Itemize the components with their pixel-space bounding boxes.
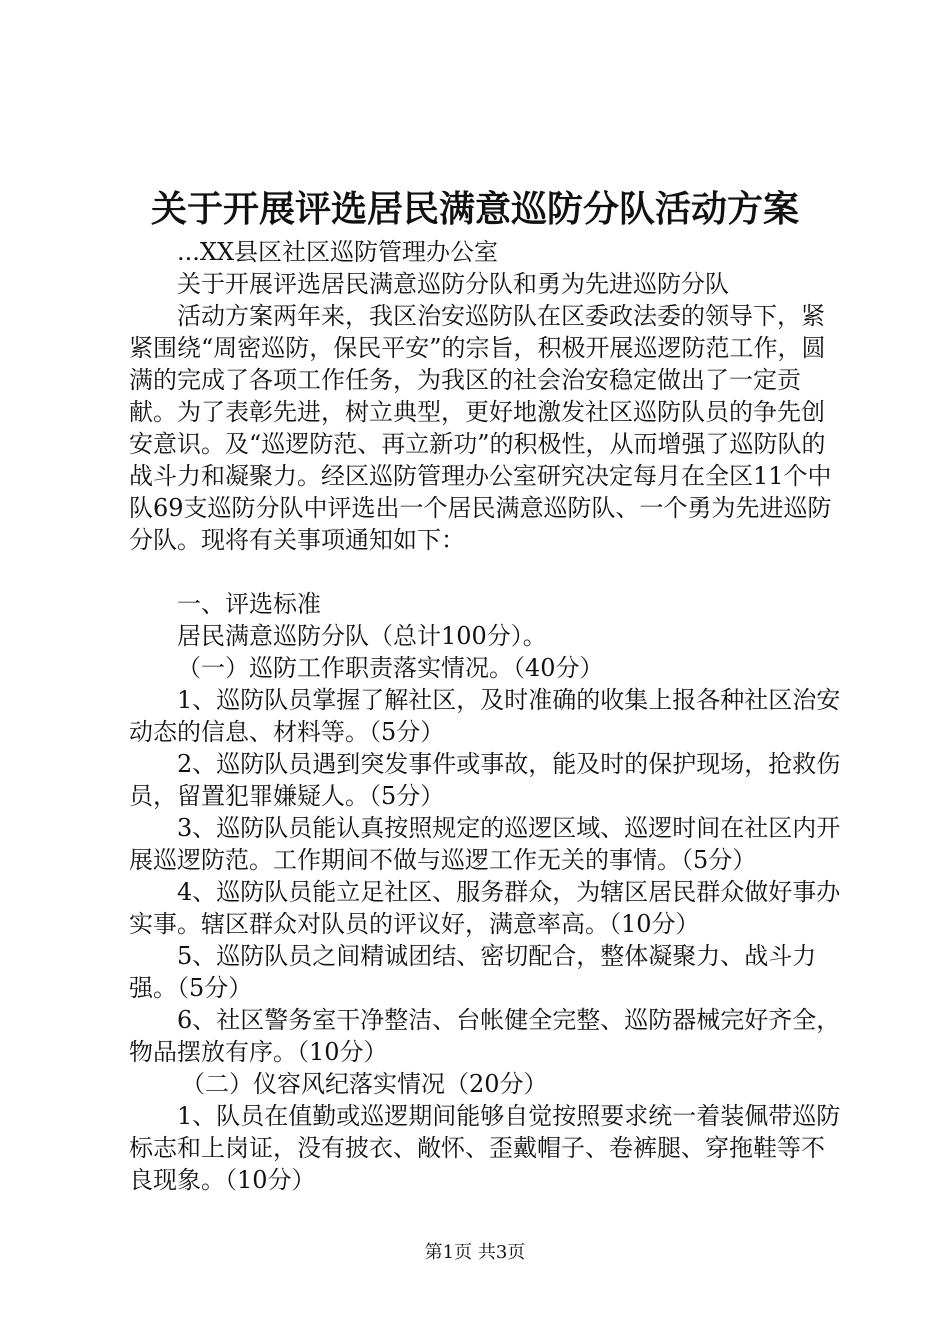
paragraph-gap xyxy=(129,556,841,588)
page-footer: 第1页 共3页 xyxy=(424,1242,526,1263)
list-item: 1、队员在值勤或巡逻期间能够自觉按照要求统一着装佩带巡防标志和上岗证，没有披衣、敞怀、歪戴帽子、卷裤腿、穿拖鞋等不良现象。（10分） xyxy=(129,1102,841,1194)
intro-paragraph: 活动方案两年来，我区治安巡防队在区委政法委的领导下，紧紧围绕“周密巡防，保民平安”的宗旨，积极开展巡逻防范工作，圆满的完成了各项工作任务，为我区的社会治安稳定做出了一定贡献。为了表彰先进，树立典型，更好地激发社区巡防队员的争先创安意识。及“巡逻防范、再立新功”的积极性，从而增强了巡防队的战斗力和凝聚力。经区巡防管理办公室研究决定每月在全区11个中队69支巡防分队中评选出一个居民满意巡防队、一个勇为先进巡防分队。现将有关事项通知如下： xyxy=(129,302,832,554)
list-item: 4、巡防队员能立足社区、服务群众，为辖区居民群众做好事办实事。辖区群众对队员的评议好，满意率高。（10分） xyxy=(129,878,841,938)
part2-title: （二）仪容风纪落实情况（20分） xyxy=(181,1070,548,1098)
list-item: 1、巡防队员掌握了解社区，及时准确的收集上报各种社区治安动态的信息、材料等。（5分） xyxy=(129,686,841,746)
standard-title: 居民满意巡防分队（总计100分）。 xyxy=(177,622,547,650)
list-item: 2、巡防队员遇到突发事件或事故，能及时的保护现场，抢救伤员，留置犯罪嫌疑人。（5分） xyxy=(129,750,841,810)
subtitle-line: 关于开展评选居民满意巡防分队和勇为先进巡防分队 xyxy=(177,270,729,298)
list-item: 6、社区警务室干净整洁、台帐健全完整、巡防器械完好齐全，物品摆放有序。（10分） xyxy=(129,1006,841,1066)
list-item: 3、巡防队员能认真按照规定的巡逻区域、巡逻时间在社区内开展巡逻防范。工作期间不做与巡逻工作无关的事情。（5分） xyxy=(129,814,841,874)
part1-title: （一）巡防工作职责落实情况。（40分） xyxy=(177,654,604,682)
list-item: 5、巡防队员之间精诚团结、密切配合，整体凝聚力、战斗力强。（5分） xyxy=(129,942,817,1002)
section-heading: 一、评选标准 xyxy=(177,590,321,618)
issuer-line: ...XX县区社区巡防管理办公室 xyxy=(177,238,499,266)
document-body xyxy=(129,236,841,1196)
document-title: 关于开展评选居民满意巡防分队活动方案 xyxy=(150,188,799,230)
